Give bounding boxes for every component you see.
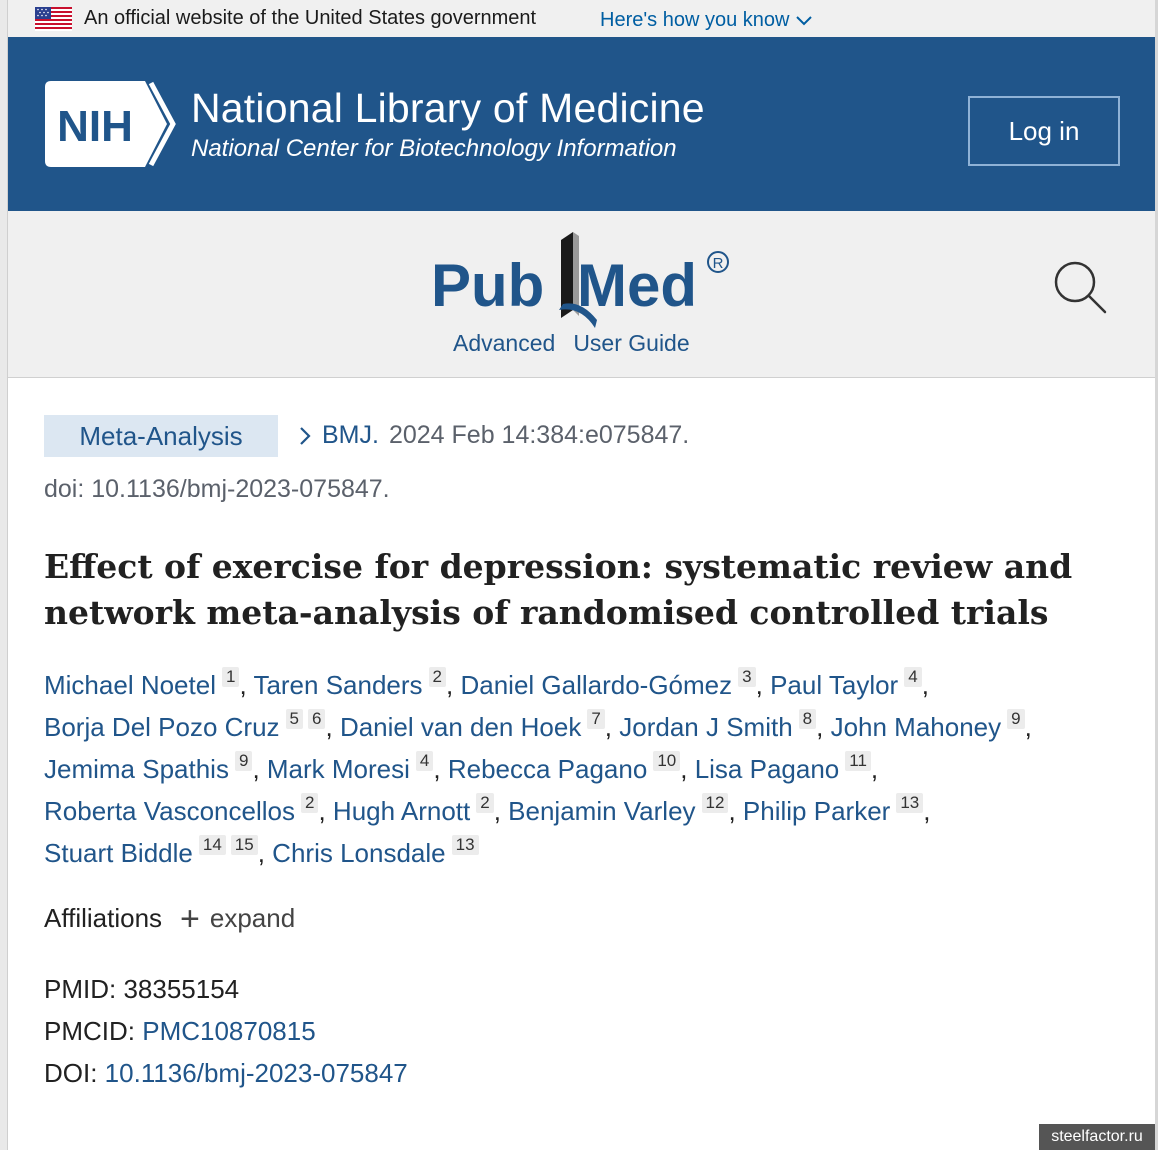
affiliation-badge[interactable]: 1 [222,667,239,687]
author-separator: , [680,754,695,784]
expand-affiliations-button[interactable] [180,899,296,938]
window-frame-left [0,0,8,1150]
author-item [272,835,478,868]
pmid-value: 38355154 [123,974,240,1004]
author-item [44,667,239,700]
affiliation-badge[interactable]: 10 [653,751,680,771]
affiliation-badge[interactable]: 11 [845,751,871,771]
pmcid-label: PMCID: [44,1016,143,1046]
author-item [44,835,258,868]
author-link[interactable]: Hugh Arnott [332,796,471,826]
author-link[interactable]: Lisa Pagano [694,754,840,784]
affiliation-badge[interactable]: 9 [1007,709,1024,729]
pubmed-links [453,330,690,357]
author-separator: , [446,670,461,700]
login-button[interactable]: Log in [968,96,1120,166]
affiliation-badge[interactable]: 2 [476,793,493,813]
author-item [619,709,816,742]
nlm-title[interactable]: National Library of Medicine [191,85,705,131]
nih-header [8,37,1155,211]
author-link[interactable]: Daniel Gallardo-Gómez [460,670,733,700]
watermark: steelfactor.ru [1039,1124,1155,1150]
article-title: Effect of exercise for depression: systematic review and network meta-analysis of randomised controlled trials [44,547,1073,632]
article-details [8,379,1155,1150]
author-separator: , [921,670,929,700]
author-link[interactable]: Chris Lonsdale [272,838,446,868]
authors-list [44,664,1094,874]
citation-date: 2024 Feb 14:384:e075847. [388,421,690,449]
affiliation-badge[interactable]: 3 [738,667,755,687]
pmcid-link[interactable]: PMC10870815 [142,1016,316,1046]
affiliation-badge[interactable]: 9 [235,751,252,771]
affiliation-badge[interactable]: 5 [286,709,303,729]
affiliations [44,899,296,938]
search-icon[interactable] [1050,258,1110,318]
author-link[interactable]: Jordan J Smith [619,712,793,742]
pubmed-logo-pub: Pub [431,252,545,319]
author-link[interactable]: Roberta Vasconcellos [44,796,295,826]
author-link[interactable]: Michael Noetel [44,670,216,700]
heres-how-you-know-link[interactable] [600,9,813,32]
author-item [266,751,433,784]
author-link[interactable]: John Mahoney [830,712,1002,742]
doi-row [44,1052,408,1094]
author-item [44,751,252,784]
author-link[interactable]: Paul Taylor [770,670,899,700]
author-separator: , [1024,712,1032,742]
author-item [508,793,728,826]
author-link[interactable]: Taren Sanders [253,670,423,700]
affiliation-badge[interactable]: 15 [231,835,258,855]
pubmed-bar [8,211,1155,378]
registered-mark: R [712,255,724,272]
author-separator: , [239,670,254,700]
affiliation-badge[interactable]: 14 [199,835,226,855]
ncbi-subtitle: National Center for Biotechnology Information [191,135,677,162]
heres-how-you-know-label: Here's how you know [600,9,790,31]
author-item [339,709,605,742]
affiliation-badge[interactable]: 6 [308,709,325,729]
affiliation-badge[interactable]: 2 [301,793,318,813]
author-separator: , [433,754,448,784]
author-separator: , [493,796,509,826]
doi-line: doi: 10.1136/bmj-2023-075847. [44,475,390,503]
author-link[interactable]: Mark Moresi [266,754,410,784]
affiliation-badge[interactable]: 2 [429,667,446,687]
author-link[interactable]: Daniel van den Hoek [339,712,582,742]
doi-label: DOI: [44,1058,105,1088]
affiliation-badge[interactable]: 13 [452,835,479,855]
author-item [44,793,318,826]
affiliation-badge[interactable]: 4 [904,667,921,687]
affiliation-badge[interactable]: 12 [702,793,729,813]
gov-banner-text: An official website of the United States government [84,7,537,29]
gov-banner [8,0,1155,37]
author-separator: , [755,670,771,700]
author-link[interactable]: Jemima Spathis [44,754,229,784]
doi-link[interactable]: 10.1136/bmj-2023-075847 [104,1058,408,1088]
author-link[interactable]: Stuart Biddle [44,838,193,868]
author-separator: , [604,712,620,742]
affiliation-badge[interactable]: 7 [587,709,604,729]
nih-logo[interactable] [45,81,181,167]
pubmed-logo-med: Med [577,252,697,319]
nih-logo-text: NIH [57,102,133,151]
author-item [332,793,494,826]
author-separator: , [252,754,267,784]
citation [298,421,689,450]
author-link[interactable]: Rebecca Pagano [447,754,648,784]
author-item [742,793,923,826]
pmid-label: PMID: [44,974,124,1004]
affiliation-badge[interactable]: 8 [799,709,816,729]
chevron-down-icon [795,15,813,27]
user-guide-link[interactable]: User Guide [573,330,690,356]
author-separator: , [728,796,743,826]
author-separator: , [870,754,879,784]
author-link[interactable]: Philip Parker [742,796,891,826]
affiliation-badge[interactable]: 13 [896,793,923,813]
article-identifiers [44,968,408,1094]
author-separator: , [816,712,831,742]
author-item [253,667,446,700]
pubmed-logo[interactable] [431,230,741,330]
plus-icon: + [180,899,200,938]
expand-label: expand [209,903,296,933]
pmcid-row [44,1010,408,1052]
affiliation-badge[interactable]: 4 [416,751,433,771]
us-flag-icon [35,7,72,31]
pmid-row [44,968,408,1010]
affiliations-label: Affiliations [44,903,163,933]
chevron-right-icon [298,425,312,447]
author-link[interactable]: Benjamin Varley [508,796,696,826]
author-item [830,709,1025,742]
advanced-search-link[interactable]: Advanced [453,330,556,356]
author-item [694,751,871,784]
publication-type-button[interactable]: Meta-Analysis [44,415,278,457]
author-item [460,667,755,700]
author-item [770,667,922,700]
author-separator: , [923,796,931,826]
author-separator: , [325,712,340,742]
author-separator: , [318,796,333,826]
author-item [44,709,325,742]
author-separator: , [257,838,273,868]
journal-link[interactable]: BMJ. [322,421,379,449]
author-link[interactable]: Borja Del Pozo Cruz [44,712,280,742]
author-item [447,751,680,784]
